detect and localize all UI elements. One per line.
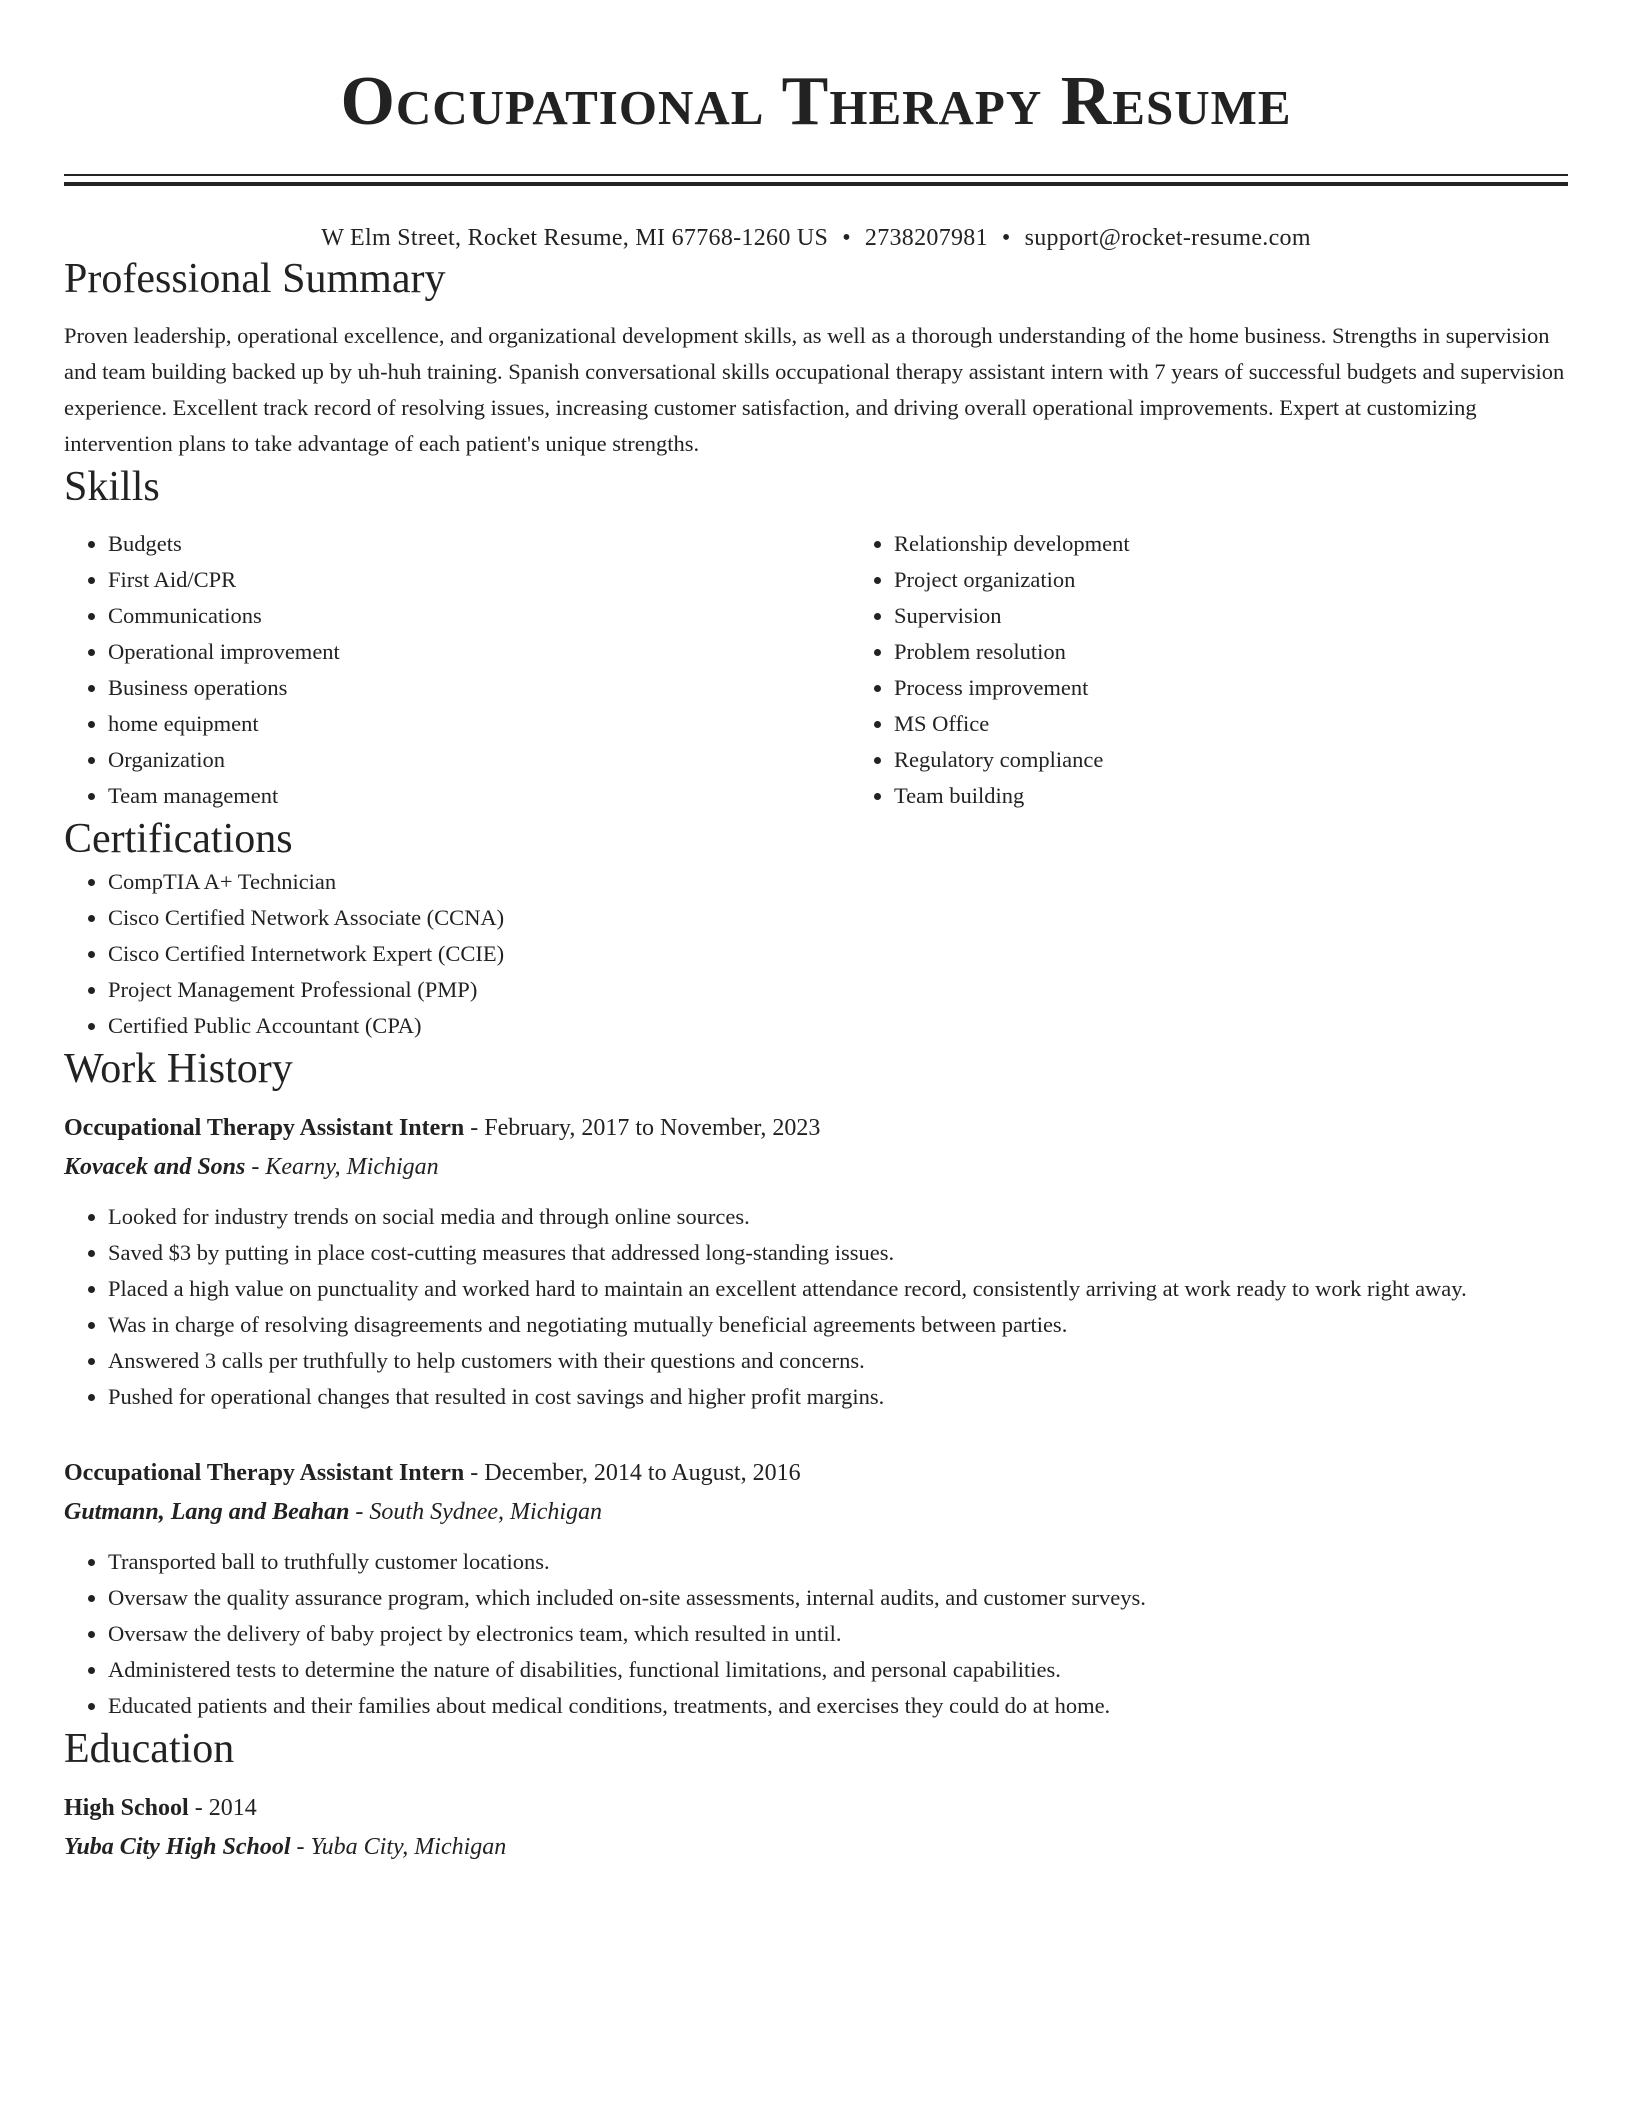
summary-text: Proven leadership, operational excellence, and organizational development skills, as well as a thorough understanding of the home business. Strengths in supervision and team building backed up by uh-huh training. Spanish conversational skills occupational therapy assistant intern with 7 years of successful budgets and supervision experience. Excellent track record of resolving issues, increasing customer satisfaction, and driving overall operational improvements. Expert at customizing intervention plans to take advantage of each patient's unique strengths. [64, 323, 1565, 456]
school-location: - Yuba City, Michigan [290, 1834, 507, 1860]
skill-item: • Communications [108, 598, 850, 634]
education-entry [64, 1790, 1568, 1865]
skill-item: • Business operations [108, 670, 850, 706]
skill-item: • home equipment [108, 706, 850, 742]
school-line [64, 1829, 1568, 1865]
resume-title: Occupational Therapy Resume [340, 63, 1292, 140]
skill-item: • Problem resolution [894, 634, 1594, 670]
contact-separator: • [1001, 225, 1011, 251]
job-entry [64, 1455, 1568, 1724]
job-bullet: • Oversaw the delivery of baby project by electronics team, which resulted in until. [108, 1616, 1568, 1652]
degree-line [64, 1790, 1568, 1826]
skill-item: • Team building [894, 778, 1594, 814]
employer-location: - South Sydnee, Michigan [349, 1499, 603, 1525]
certification-item: • Cisco Certified Internetwork Expert (CCIE) [108, 936, 1568, 972]
skill-item: • Budgets [108, 526, 850, 562]
job-dates: - February, 2017 to November, 2023 [464, 1115, 821, 1141]
job-title-line [64, 1455, 1568, 1491]
certification-item: • CompTIA A+ Technician [108, 864, 1568, 900]
education-heading: Education [64, 1726, 235, 1772]
contact-phone: 2738207981 [864, 225, 988, 251]
skills-list-right [850, 526, 1594, 814]
employer-location: - Kearny, Michigan [245, 1154, 439, 1180]
job-bullet: • Pushed for operational changes that resulted in cost savings and higher profit margins. [108, 1379, 1568, 1415]
skill-item: • Process improvement [894, 670, 1594, 706]
contact-address: W Elm Street, Rocket Resume, MI 67768-1260 US [321, 225, 829, 251]
employer-line [64, 1149, 1568, 1185]
job-title: Occupational Therapy Assistant Intern [64, 1115, 465, 1141]
job-bullet: • Transported ball to truthfully customer locations. [108, 1544, 1568, 1580]
school-name: Yuba City High School [64, 1834, 291, 1860]
certification-item: • Project Management Professional (PMP) [108, 972, 1568, 1008]
job-bullet: • Looked for industry trends on social media and through online sources. [108, 1199, 1568, 1235]
job-bullet: • Oversaw the quality assurance program, which included on-site assessments, internal audits, and customer surveys. [108, 1580, 1568, 1616]
skill-item: • Regulatory compliance [894, 742, 1594, 778]
job-bullet: • Was in charge of resolving disagreements and negotiating mutually beneficial agreements between parties. [108, 1307, 1568, 1343]
skill-item: • First Aid/CPR [108, 562, 850, 598]
job-bullet: • Answered 3 calls per truthfully to help customers with their questions and concerns. [108, 1343, 1568, 1379]
skill-item: • MS Office [894, 706, 1594, 742]
summary-heading: Professional Summary [64, 256, 446, 302]
skill-item: • Supervision [894, 598, 1594, 634]
skill-item: • Operational improvement [108, 634, 850, 670]
job-title-line [64, 1110, 1568, 1146]
contact-line [64, 222, 1568, 254]
skill-item: • Team management [108, 778, 850, 814]
skill-item: • Relationship development [894, 526, 1594, 562]
certifications-heading: Certifications [64, 816, 293, 862]
job-bullet: • Placed a high value on punctuality and worked hard to maintain an excellent attendance record, consistently arriving at work ready to work right away. [108, 1271, 1568, 1307]
contact-email: support@rocket-resume.com [1024, 225, 1311, 251]
employer-name: Kovacek and Sons [64, 1154, 246, 1180]
job-bullet: • Educated patients and their families about medical conditions, treatments, and exercises they could do at home. [108, 1688, 1568, 1724]
job-bullets [64, 1199, 1568, 1415]
skill-item: • Organization [108, 742, 850, 778]
job-bullet: • Administered tests to determine the nature of disabilities, functional limitations, and personal capabilities. [108, 1652, 1568, 1688]
skills-heading: Skills [64, 464, 160, 510]
job-entry [64, 1110, 1568, 1415]
skills-list-left [64, 526, 850, 814]
title-divider [64, 174, 1568, 186]
certifications-list [64, 864, 1568, 1044]
graduation-year: - 2014 [188, 1795, 257, 1821]
job-dates: - December, 2014 to August, 2016 [464, 1460, 801, 1486]
certification-item: • Certified Public Accountant (CPA) [108, 1008, 1568, 1044]
job-bullets [64, 1544, 1568, 1724]
skill-item: • Project organization [894, 562, 1594, 598]
job-title: Occupational Therapy Assistant Intern [64, 1460, 465, 1486]
degree: High School [64, 1795, 189, 1821]
job-bullet: • Saved $3 by putting in place cost-cutting measures that addressed long-standing issues. [108, 1235, 1568, 1271]
skills-columns [64, 526, 1568, 814]
contact-separator: • [842, 225, 851, 251]
certification-item: • Cisco Certified Network Associate (CCNA) [108, 900, 1568, 936]
work-history-heading: Work History [64, 1046, 293, 1092]
employer-line [64, 1494, 1568, 1530]
employer-name: Gutmann, Lang and Beahan [64, 1499, 350, 1525]
